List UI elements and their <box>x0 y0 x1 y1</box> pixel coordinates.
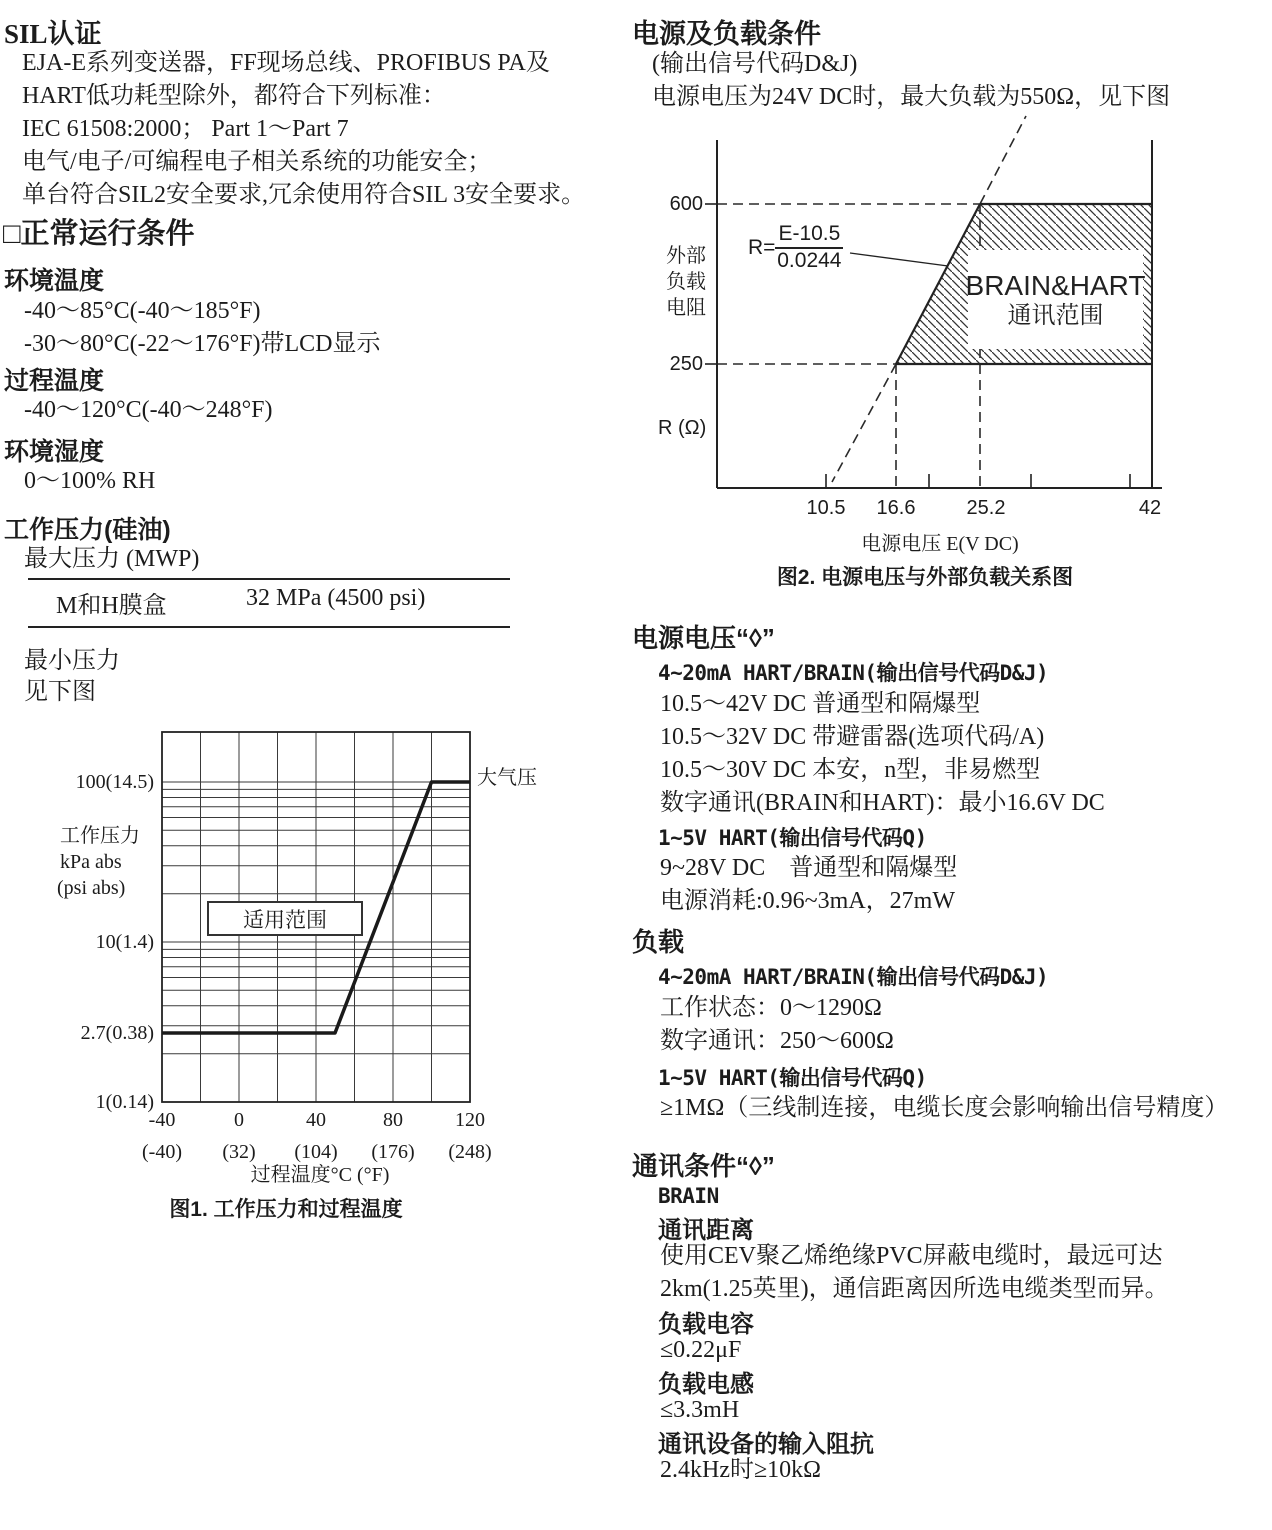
fig2-x-title: 电源电压 E(V DC) <box>861 533 1019 555</box>
supply-group2-lines <box>660 852 957 918</box>
comm-inductance-value: ≤3.3mH <box>660 1397 740 1423</box>
section-title-normal-conditions: □正常运行条件 <box>3 218 195 250</box>
fig1-ytick: 10(1.4) <box>95 931 154 953</box>
fig2-caption: 图2. 电源电压与外部负载关系图 <box>776 566 1074 589</box>
body-line: HART低功耗型除外，都符合下列标准： <box>22 83 446 109</box>
fig2-y-title: 电阻 <box>666 297 706 319</box>
body-line: 2km(1.25英里)，通信距离因所选电缆类型而异。 <box>660 1276 1169 1302</box>
body-line: 单台符合SIL2安全要求,冗余使用符合SIL 3安全要求。 <box>22 182 586 208</box>
subsection-ambient-temp: 环境温度 <box>4 267 105 295</box>
body-line: -40～85°C(-40～185°F) <box>24 298 261 324</box>
humidity-value: 0～100% RH <box>24 468 156 494</box>
fig1-y-title: kPa abs <box>60 851 122 873</box>
body-line: 10.5～42V DC 普通型和隔爆型 <box>660 691 981 717</box>
fig2-xtick: 42 <box>1138 497 1162 519</box>
subsection-process-temp: 过程温度 <box>4 367 105 395</box>
fig1-xtick-f: (-40) <box>142 1141 182 1163</box>
fig2-xtick: 10.5 <box>806 497 846 519</box>
comm-capacitance-value: ≤0.22μF <box>660 1337 742 1363</box>
see-figure-label: 见下图 <box>24 679 96 705</box>
fig1-x-title: 过程温度°C (°F) <box>250 1164 390 1186</box>
body-line: 9~28V DC 普通型和隔爆型 <box>660 855 958 881</box>
fig1-xtick-f: (104) <box>294 1141 338 1163</box>
fig1-caption: 图1. 工作压力和过程温度 <box>169 1198 403 1221</box>
section-title-comm: 通讯条件“◊” <box>632 1151 775 1181</box>
section-title-supply-voltage: 电源电压“◊” <box>632 623 775 653</box>
mwp-label: 最大压力 (MWP) <box>24 546 200 572</box>
load-group1-head: 4~20mA HART/BRAIN(输出信号代码D&J) <box>658 965 1049 989</box>
fig2-y-unit: R (Ω) <box>658 417 707 439</box>
comm-impedance-value: 2.4kHz时≥10kΩ <box>660 1457 821 1483</box>
fig1-ytick: 1(0.14) <box>95 1091 154 1113</box>
comm-impedance-head: 通讯设备的输入阻抗 <box>658 1431 874 1458</box>
fig1-xtick-f: (32) <box>222 1141 256 1163</box>
body-line: 电源消耗:0.96~3mA，27mW <box>660 888 955 914</box>
comm-range-line1: BRAIN&HART <box>965 269 1146 301</box>
fig2-y-title: 外部 <box>666 245 706 267</box>
comm-capacitance-head: 负载电容 <box>658 1311 754 1338</box>
body-line: EJA-E系列变送器，FF现场总线、PROFIBUS PA及 <box>22 50 550 76</box>
fig2-comm-range-label-box <box>965 250 1146 349</box>
fig1-ytick: 2.7(0.38) <box>80 1022 154 1044</box>
process-temp-value: -40～120°C(-40～248°F) <box>24 397 273 423</box>
fig1-xtick-c: -40 <box>148 1109 176 1131</box>
table-cell-pressure: 32 MPa (4500 psi) <box>246 585 426 611</box>
section-title-sil: SIL认证 <box>4 19 102 49</box>
body-line: 使用CEV聚乙烯绝缘PVC屏蔽电缆时，最远可达 <box>660 1243 1163 1269</box>
fig1-xtick-c: 40 <box>306 1109 326 1131</box>
fig2-ylabel-250: 250 <box>669 353 703 375</box>
supply-group2-head: 1~5V HART(输出信号代码Q) <box>658 826 927 850</box>
supply-group1-lines <box>660 688 1105 820</box>
comm-distance-head: 通讯距离 <box>658 1217 754 1244</box>
section-title-power-load: 电源及负载条件 <box>632 19 821 49</box>
mwp-table <box>28 578 510 628</box>
fig2-y-title: 负载 <box>666 271 706 293</box>
load-group1-lines <box>660 992 894 1058</box>
min-pressure-label: 最小压力 <box>24 648 120 674</box>
comm-brain-label: BRAIN <box>658 1184 719 1208</box>
fig1-y-title: 工作压力 <box>60 825 140 847</box>
body-line: 10.5～30V DC 本安，n型，非易燃型 <box>660 757 1041 783</box>
body-line: 工作状态：0～1290Ω <box>660 995 882 1021</box>
supply-group1-head: 4~20mA HART/BRAIN(输出信号代码D&J) <box>658 661 1049 685</box>
body-line: 电源电压为24V DC时，最大负载为550Ω，见下图 <box>652 84 1171 110</box>
section-title-load: 负载 <box>632 927 685 957</box>
ambient-temp-values <box>24 295 381 361</box>
body-line: -30～80°C(-22～176°F)带LCD显示 <box>24 331 381 357</box>
sil-paragraph <box>22 47 585 212</box>
comm-inductance-head: 负载电感 <box>658 1371 754 1398</box>
formula-lhs: R= <box>748 235 776 259</box>
load-group2-head: 1~5V HART(输出信号代码Q) <box>658 1066 927 1090</box>
fig2-xtick: 16.6 <box>876 497 916 519</box>
fig1-xtick-f: (248) <box>448 1141 492 1163</box>
subsection-working-pressure: 工作压力(硅油) <box>4 516 171 544</box>
formula-fraction <box>775 222 843 273</box>
body-line: 数字通讯：250～600Ω <box>660 1028 894 1054</box>
fig1-xtick-f: (176) <box>371 1141 415 1163</box>
body-line: 电气/电子/可编程电子相关系统的功能安全； <box>22 149 492 175</box>
fig2-xtick: 25.2 <box>966 497 1006 519</box>
formula-denominator: 0.0244 <box>777 249 842 272</box>
fig1-ytick: 100(14.5) <box>75 771 154 793</box>
table-cell-capsule: M和H膜盒 <box>56 593 167 619</box>
load-group2-line: ≥1MΩ（三线制连接，电缆长度会影响输出信号精度） <box>660 1095 1229 1121</box>
body-line: IEC 61508:2000； Part 1～Part 7 <box>22 116 349 142</box>
fig2-formula <box>748 222 843 273</box>
fig1-applicable-range-box: 适用范围 <box>207 901 363 936</box>
fig1-xtick-c: 80 <box>383 1109 403 1131</box>
fig1-atmosphere-label: 大气压 <box>477 767 537 789</box>
body-line: 数字通讯(BRAIN和HART)：最小16.6V DC <box>660 790 1105 816</box>
fig1-xtick-c: 120 <box>455 1109 485 1131</box>
comm-distance-lines <box>660 1240 1169 1306</box>
figure2-chart <box>630 100 1272 600</box>
body-line: (输出信号代码D&J) <box>652 51 858 77</box>
formula-numerator: E-10.5 <box>775 222 843 249</box>
subsection-ambient-humidity: 环境湿度 <box>4 438 105 466</box>
body-line: 10.5～32V DC 带避雷器(选项代码/A) <box>660 724 1045 750</box>
fig1-xtick-c: 0 <box>234 1109 244 1131</box>
fig2-ylabel-600: 600 <box>669 193 703 215</box>
fig1-y-title: (psi abs) <box>57 877 126 899</box>
comm-range-line2: 通讯范围 <box>1007 302 1104 329</box>
table-row <box>28 580 510 626</box>
